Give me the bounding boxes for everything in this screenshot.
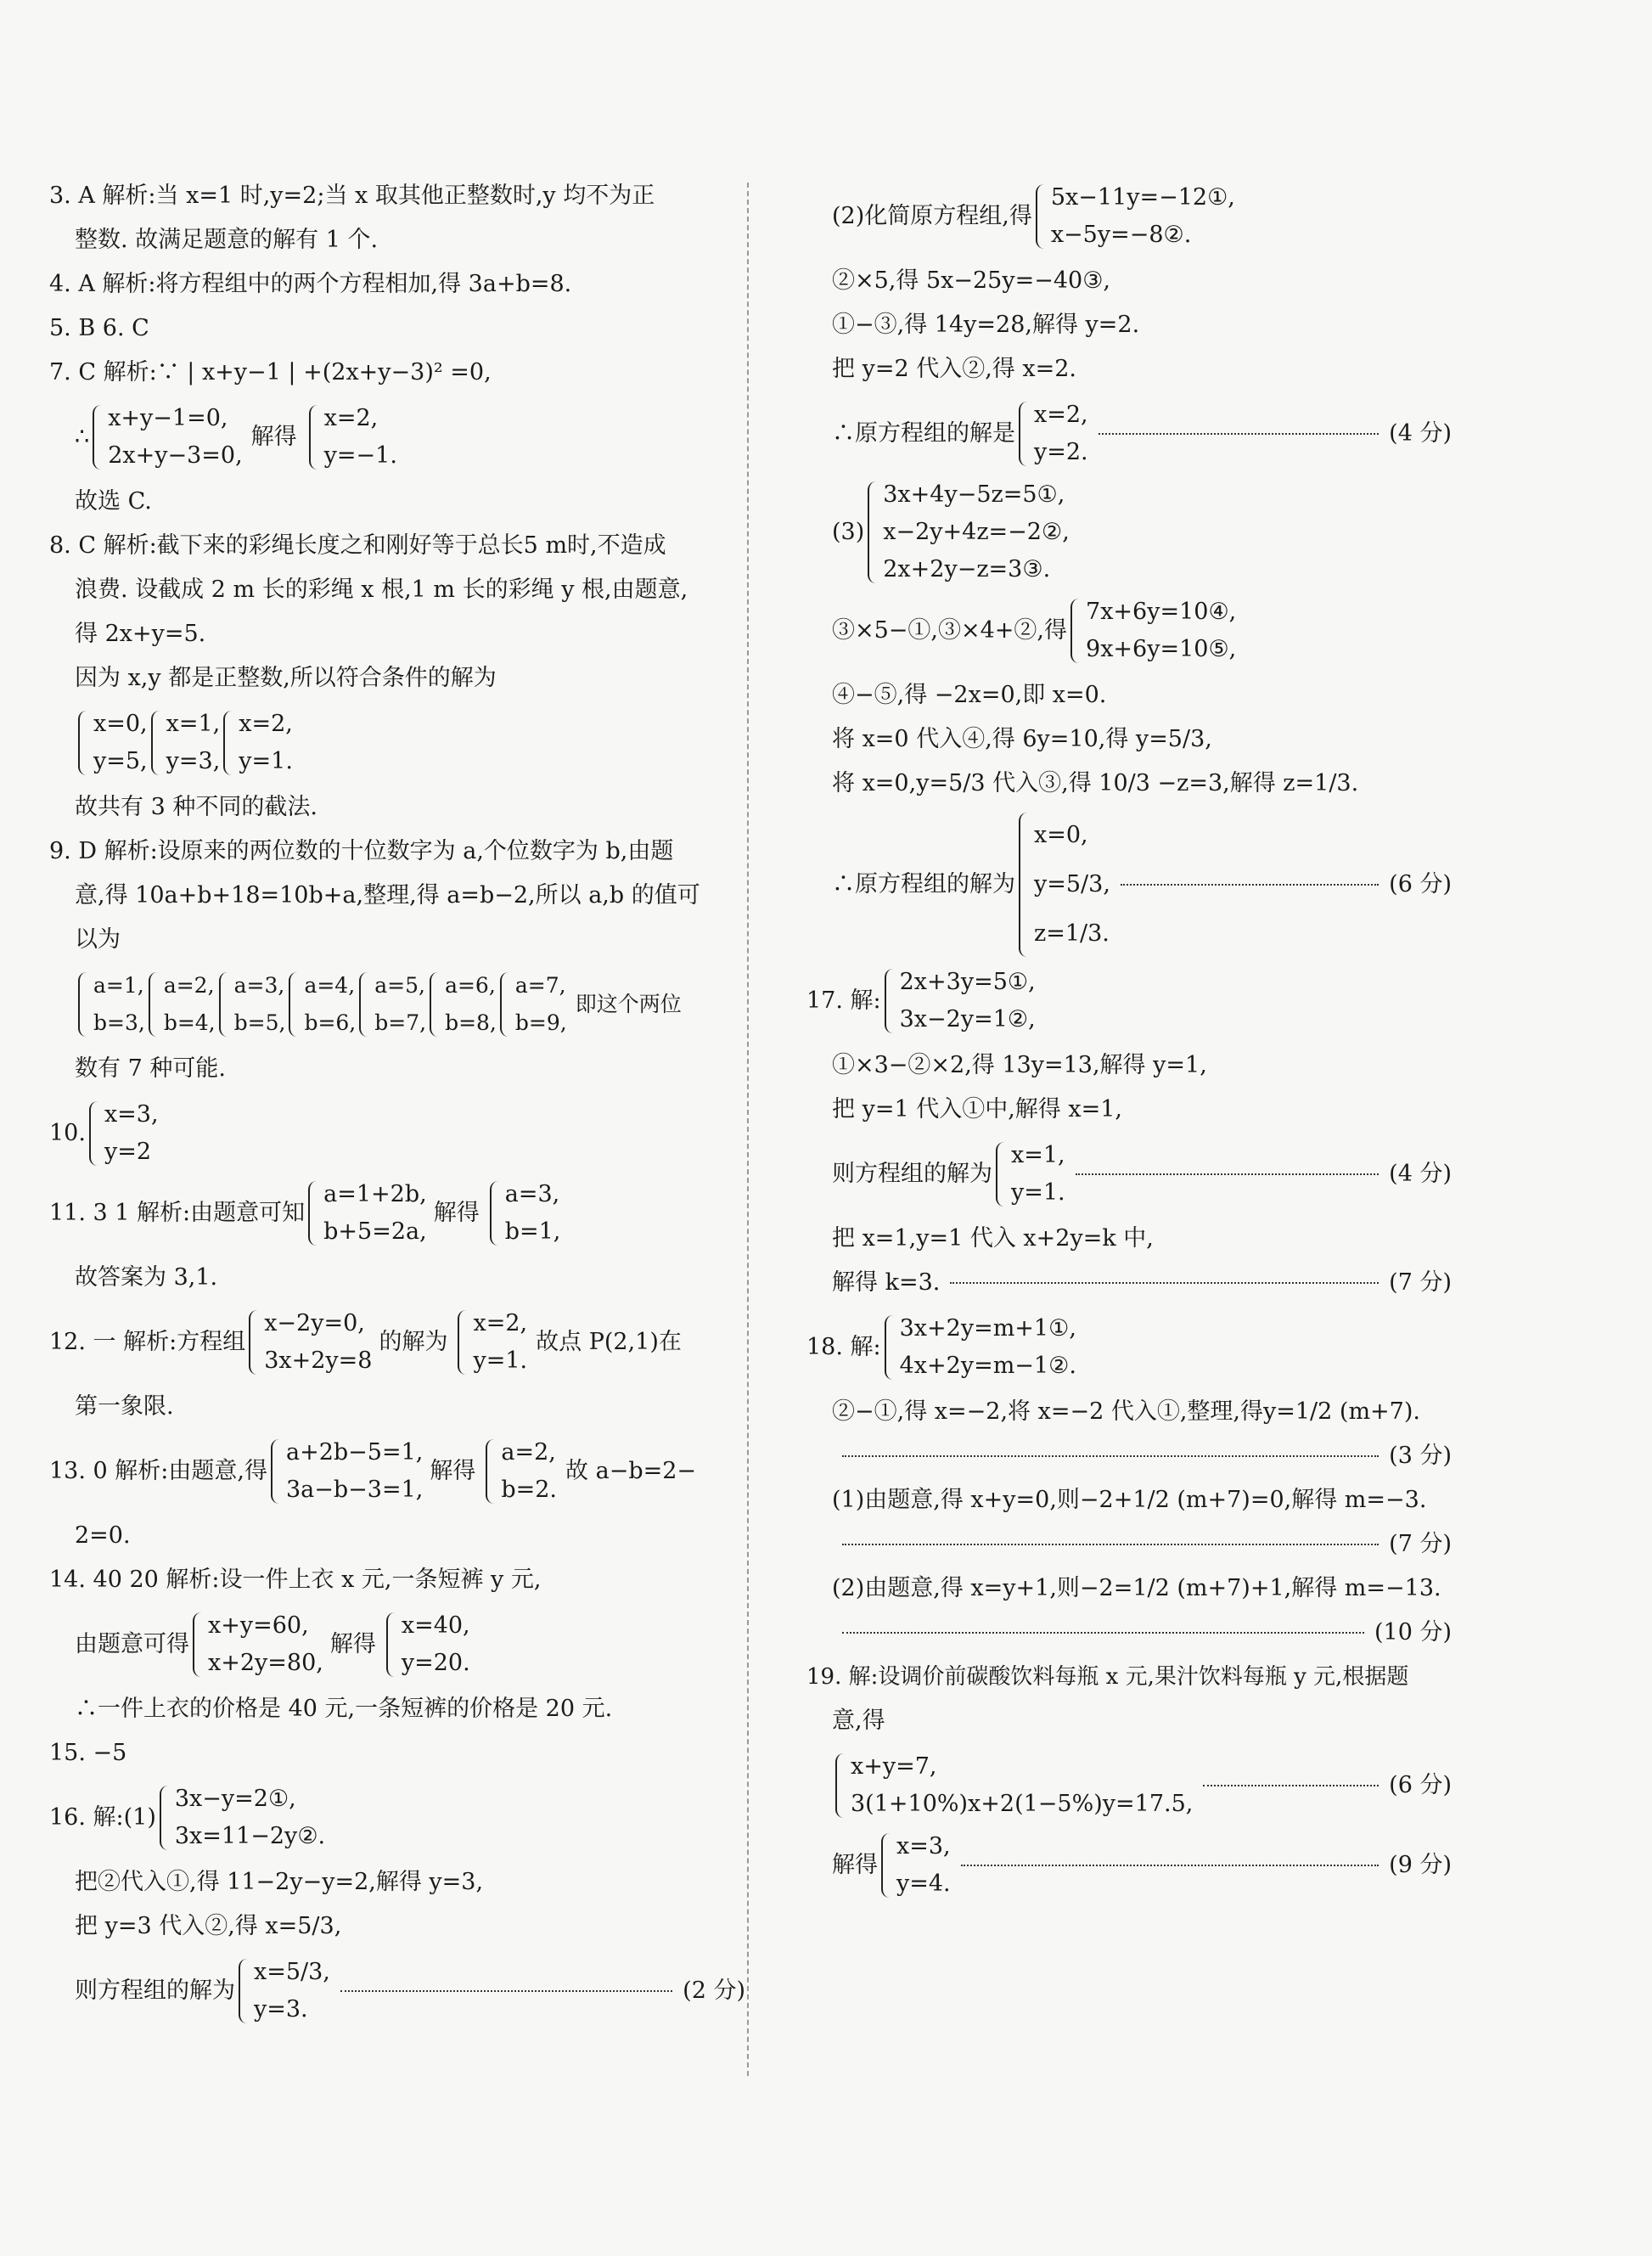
q14-row: 由题意可得 x+y=60, x+2y=80, 解得 x=40, y=20. [75, 1612, 470, 1676]
q9-line4: 数有 7 种可能. [75, 1055, 226, 1082]
q7-system-row: ∴ x+y−1=0, 2x+y−3=0, 解得 x=2, y=−1. [75, 405, 397, 469]
q3-line1: 3. A 解析:当 x=1 时,y=2;当 x 取其他正整数时,y 均不为正 [49, 183, 655, 209]
q17-row: 17. 解: 2x+3y=5①, 3x−2y=1②, [806, 969, 1036, 1032]
q11-row: 11. 3 1 解析:由题意可知 a=1+2b, b+5=2a, 解得 a=3, b=1, [49, 1181, 561, 1245]
p3-line3: 将 x=0 代入④,得 6y=10,得 y=5/3, [832, 726, 1212, 752]
p2-line3: ①−③,得 14y=28,解得 y=2. [832, 312, 1140, 338]
q7-line3: 故选 C. [75, 488, 152, 515]
q16-score: (2 分) [683, 1978, 745, 2004]
q10-row: 10. x=3, y=2 [49, 1101, 159, 1165]
p2-line4: 把 y=2 代入②,得 x=2. [832, 356, 1076, 382]
q19-line1: 19. 解:设调价前碳酸饮料每瓶 x 元,果汁饮料每瓶 y 元,根据题 [806, 1664, 1409, 1690]
q12-row: 12. 一 解析:方程组 x−2y=0, 3x+2y=8 的解为 x=2, y=1. 故点 P(2,1)在 [49, 1310, 682, 1374]
q8-line2: 浪费. 设截成 2 m 长的彩绳 x 根,1 m 长的彩绳 y 根,由题意, [75, 577, 688, 603]
q17-line5-row: 解得 k=3. (7 分) [832, 1269, 1452, 1296]
q18-score3-row: (10 分) [806, 1611, 1452, 1655]
q17-line4: 把 x=1,y=1 代入 x+2y=k 中, [832, 1225, 1154, 1252]
q8-solutions: x=0, y=5, x=1, y=3, x=2, y=1. [49, 706, 741, 780]
q18-line3: (1)由题意,得 x+y=0,则−2+1/2 (m+7)=0,解得 m=−3. [832, 1487, 1427, 1513]
q18-line2: ②−①,得 x=−2,将 x=−2 代入①,整理,得y=1/2 (m+7). [832, 1398, 1420, 1425]
q17-line3: 把 y=1 代入①中,解得 x=1, [832, 1096, 1122, 1122]
q8-line4: 因为 x,y 都是正整数,所以符合条件的解为 [75, 665, 497, 691]
q9-line1: 9. D 解析:设原来的两位数的十位数字为 a,个位数字为 b,由题 [49, 838, 674, 864]
q16-line2: 把②代入①,得 11−2y−y=2,解得 y=3, [75, 1869, 484, 1895]
q19-solution-row: 解得 x=3, y=4. (9 分) [832, 1833, 1452, 1897]
p3-row2: ③×5−①,③×4+②,得 7x+6y=10④, 9x+6y=10⑤, [832, 599, 1237, 662]
q9-solutions: a=1, b=3, a=2, b=4, a=3, b=5, a=4, b=6, a=5, b=7, a=6, b=8, a=7, b=9, 即这个两位 [49, 967, 741, 1042]
q16-row: 16. 解:(1) 3x−y=2①, 3x=11−2y②. [49, 1786, 326, 1849]
q18-row: 18. 解: 3x+2y=m+1①, 4x+2y=m−1②. [806, 1315, 1076, 1379]
q8-line1: 8. C 解析:截下来的彩绳长度之和刚好等于总长5 m时,不造成 [49, 532, 666, 559]
q11-line2: 故答案为 3,1. [75, 1264, 218, 1291]
column-divider [747, 183, 749, 2076]
q9-line3: 以为 [75, 926, 121, 953]
p2-row: (2)化简原方程组,得 5x−11y=−12①, x−5y=−8②. [832, 184, 1235, 248]
q18-score2-row: (7 分) [806, 1522, 1452, 1567]
q19-system-row: x+y=7, 3(1+10%)x+2(1−5%)y=17.5, (6 分) [806, 1748, 1452, 1823]
q13-line2: 2=0. [75, 1522, 131, 1549]
q14-line3: ∴一件上衣的价格是 40 元,一条短裤的价格是 20 元. [75, 1696, 613, 1722]
q14-line1: 14. 40 20 解析:设一件上衣 x 元,一条短裤 y 元, [49, 1567, 542, 1593]
q8-line3: 得 2x+y=5. [75, 621, 206, 647]
q4: 4. A 解析:将方程组中的两个方程相加,得 3a+b=8. [49, 271, 572, 297]
p3-solution-row: ∴原方程组的解为 x=0, y=5/3, z=1/3. (6 分) [806, 811, 1452, 959]
q13-row: 13. 0 解析:由题意,得 a+2b−5=1, 3a−b−3=1, 解得 a=2, b=2. 故 a−b=2− [49, 1439, 697, 1503]
p3-line2: ④−⑤,得 −2x=0,即 x=0. [832, 682, 1107, 708]
p2-line2: ②×5,得 5x−25y=−40③, [832, 267, 1110, 294]
left-column [49, 174, 745, 2034]
q18-score1-row: (3 分) [806, 1434, 1452, 1478]
q17-line2: ①×3−②×2,得 13y=13,解得 y=1, [832, 1052, 1207, 1078]
p2-solution-row: ∴原方程组的解是 x=2, y=2. (4 分) [832, 402, 1452, 465]
q9-line2: 意,得 10a+b+18=10b+a,整理,得 a=b−2,所以 a,b 的值可 [75, 882, 700, 909]
q5-6: 5. B 6. C [49, 315, 149, 341]
p3-row: (3) 3x+4y−5z=5①, x−2y+4z=−2②, 2x+2y−z=3③. [832, 481, 1070, 582]
q18-line4: (2)由题意,得 x=y+1,则−2=1/2 (m+7)+1,解得 m=−13. [832, 1575, 1441, 1601]
right-column [806, 174, 1452, 1908]
q15: 15. −5 [49, 1740, 127, 1766]
q19-line2: 意,得 [832, 1707, 885, 1734]
q16-solution-row: 则方程组的解为 x=5/3, y=3. (2 分) [75, 1959, 745, 2023]
q12-line2: 第一象限. [75, 1393, 174, 1420]
q16-line3: 把 y=3 代入②,得 x=5/3, [75, 1913, 342, 1939]
q7-line1: 7. C 解析:∵ | x+y−1 | +(2x+y−3)² =0, [49, 359, 492, 385]
q3-line2: 整数. 故满足题意的解有 1 个. [75, 227, 379, 253]
p3-line4: 将 x=0,y=5/3 代入③,得 10/3 −z=3,解得 z=1/3. [832, 770, 1359, 796]
q8-line5: 故共有 3 种不同的截法. [75, 794, 317, 820]
q17-solution-row: 则方程组的解为 x=1, y=1. (4 分) [832, 1142, 1452, 1206]
